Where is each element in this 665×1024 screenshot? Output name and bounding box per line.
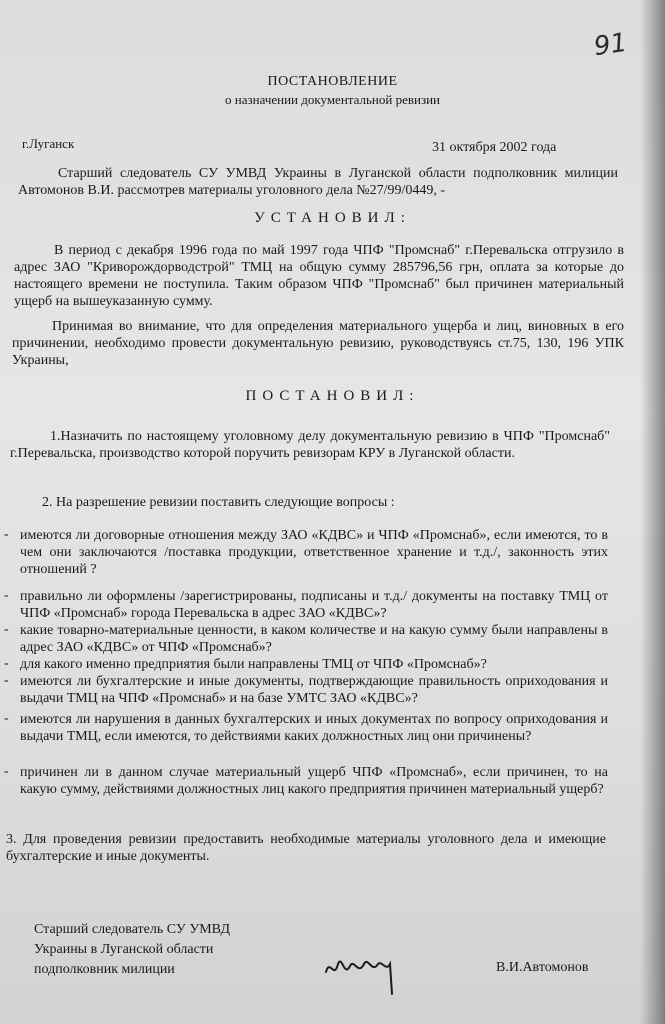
question-item: имеются ли договорные отношения между ЗАО «КДВС» и ЧПФ «Промснаб», если имеются, то в чем они заключаются /поставка продукции, ответственное хранение и т.д./, законность этих отношений ? [20, 528, 608, 577]
document-title: ПОСТАНОВЛЕНИЕ [267, 74, 398, 89]
resolution-item-2: 2. На разрешение ревизии поставить следующие вопросы : [42, 495, 395, 510]
page-number: 91 [591, 27, 629, 63]
resolution-item-3: 3. Для проведения ревизии предоставить необходимые материалы уголовного дела и имеющие бухгалтерские и иные документы. [6, 832, 606, 864]
city: г.Луганск [22, 136, 75, 151]
question-item: правильно ли оформлены /зарегистрированы, подписаны и т.д./ документы на поставку ТМЦ от ЧПФ «Промснаб» города Перевальска в адрес ЗАО «КДВС»? [20, 589, 608, 621]
question-item: для какого именно предприятия были направлены ТМЦ от ЧПФ «Промснаб»? [20, 657, 487, 672]
question-item: имеются ли бухгалтерские и иные документы, подтверждающие правильность оприходования и выдачи ТМЦ на ЧПФ «Промснаб» и на базе УМТС ЗАО «КДВС»? [20, 674, 608, 706]
page-edge-shadow [640, 0, 665, 1024]
heading-resolved: ПОСТАНОВИЛ: [245, 388, 420, 404]
signatory-block [34, 920, 230, 980]
document-page: 91 ПОСТАНОВЛЕНИЕ о назначении документальной ревизии г.Луганск 31 октября 2002 года Старший следователь СУ УМВД Украины в Луганской области подполковник милиции Автомонов В.И. рассмотрев материалы уголовного дела №27/99/0449, - УСТАНОВИЛ: В период с декабря 1996 года по май 1997 года ЧПФ "Промснаб" г.Перевальска отгрузило в адрес ЗАО "Криворождорводстрой" ТМЦ на общую сумму 285796,56 грн, оплата за которые до настоящего времени не поступила. Таким образом ЧПФ "Промснаб" был причинен материальный ущерб на вышеуказанную сумму. Принимая во внимание, что для определения материального ущерба и лиц, виновных в его причинении, необходимо провести документальную ревизию, руководствуясь ст.75, 130, 196 УПК Украины, ПОСТАНОВИЛ: 1.Назначить по настоящему уголовному делу документальную ревизию в ЧПФ "Промснаб" г.Перевальска, производство которой поручить ревизорам КРУ в Луганской области. 2. На разрешение ревизии поставить следующие вопросы : - имеются ли договорные отношения между ЗАО «КДВС» и ЧПФ «Промснаб», если имеются, то в чем они заключаются /поставка продукции, ответственное хранение и т.д./, законность этих отношений ? - правильно ли оформлены /зарегистрированы, подписаны и т.д./ документы на поставку ТМЦ от ЧПФ «Промснаб» города Перевальска в адрес ЗАО «КДВС»? - какие товарно-материальные ценности, в каком количестве и на какую сумму были направлены в адрес ЗАО «КДВС» от ЧПФ «Промснаб»? - для какого именно предприятия были направлены ТМЦ от ЧПФ «Промснаб»? - имеются ли бухгалтерские и иные документы, подтверждающие правильность оприходования и выдачи ТМЦ на ЧПФ «Промснаб» и на базе УМТС ЗАО «КДВС»? - имеются ли нарушения в данных бухгалтерских и иных документах по вопросу оприходования и выдачи ТМЦ, если имеются, то действиями каких должностных лиц они причинены? - причинен ли в данном случае материальный ущерб ЧПФ «Промснаб», если причинен, то на какую сумму, действиями должностных лиц какого предприятия причинен материальный ущерб? 3. Для проведения ревизии предоставить необходимые материалы уголовного дела и имеющие бухгалтерские и иные документы. Старший следователь СУ УМВД Украины в Луганской области подполковник милиции В.И.Автомонов [0, 0, 665, 1024]
question-item: имеются ли нарушения в данных бухгалтерских и иных документах по вопросу оприходования и выдачи ТМЦ, если имеются, то действиями каких должностных лиц они причинены? [20, 712, 608, 744]
intro-paragraph: Старший следователь СУ УМВД Украины в Луганской области подполковник милиции Автомонов В.И. рассмотрев материалы уголовного дела №27/99/0449, - [18, 166, 618, 198]
document-subtitle: о назначении документальной ревизии [225, 92, 440, 107]
established-paragraph-2: Принимая во внимание, что для определения материального ущерба и лиц, виновных в его причинении, необходимо провести документальную ревизию, руководствуясь ст.75, 130, 196 УПК Украины, [12, 319, 624, 368]
question-item: какие товарно-материальные ценности, в каком количестве и на какую сумму были направлены в адрес ЗАО «КДВС» от ЧПФ «Промснаб»? [20, 623, 608, 655]
signatory-name: В.И.Автомонов [496, 960, 589, 975]
resolution-item-1: 1.Назначить по настоящему уголовному делу документальную ревизию в ЧПФ "Промснаб" г.Перевальска, производство которой поручить ревизорам КРУ в Луганской области. [10, 429, 610, 461]
handwritten-signature [320, 950, 410, 1000]
signatory-line-1: Старший следователь СУ УМВД [34, 922, 231, 937]
signatory-line-3: подполковник милиции [34, 962, 175, 977]
date: 31 октября 2002 года [432, 140, 557, 155]
question-item: причинен ли в данном случае материальный ущерб ЧПФ «Промснаб», если причинен, то на какую сумму, действиями должностных лиц какого предприятия причинен материальный ущерб? [20, 765, 608, 797]
heading-established: УСТАНОВИЛ: [254, 210, 411, 226]
established-paragraph-1: В период с декабря 1996 года по май 1997 года ЧПФ "Промснаб" г.Перевальска отгрузило в адрес ЗАО "Криворождорводстрой" ТМЦ на общую сумму 285796,56 грн, оплата за которые до настоящего времени не поступила. Таким образом ЧПФ "Промснаб" был причинен материальный ущерб на вышеуказанную сумму. [14, 243, 624, 309]
signatory-line-2: Украины в Луганской области [34, 942, 214, 957]
